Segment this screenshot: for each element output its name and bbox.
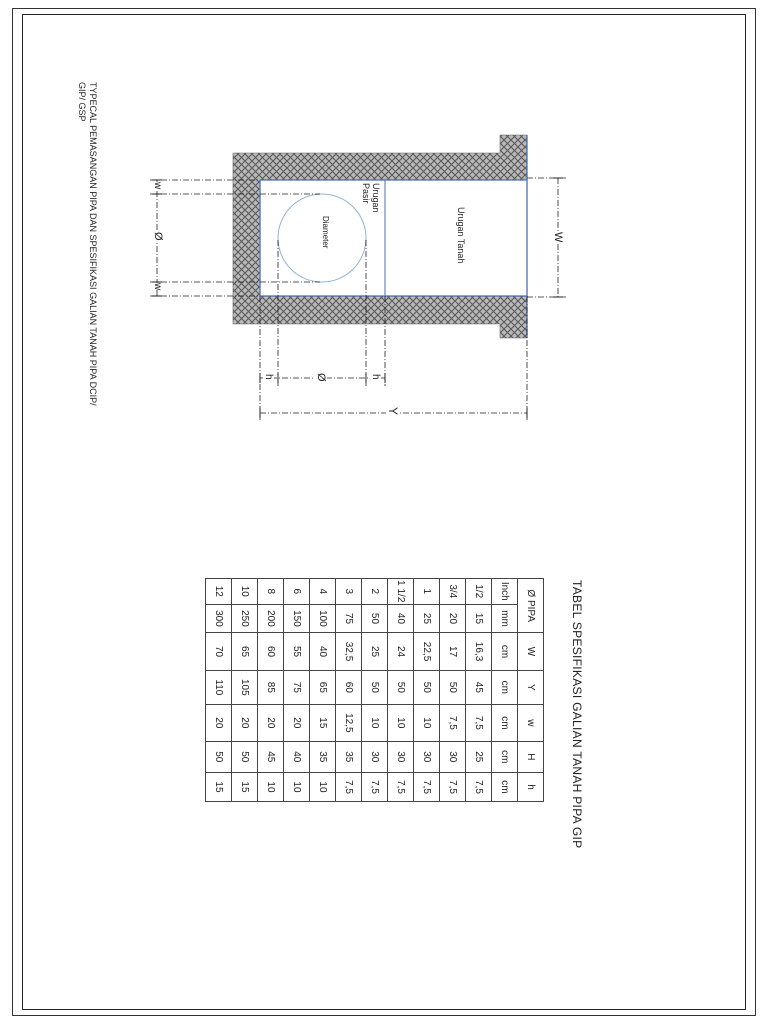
header-pipe: Ø PIPA [518, 579, 544, 633]
cell-w: 12,5 [336, 705, 362, 742]
header-Y: Y [518, 670, 544, 704]
cell-inch: 1/2 [466, 579, 492, 605]
cell-W: 24 [388, 633, 414, 670]
cell-Y: 75 [284, 670, 310, 704]
dim-w-bottom: w [152, 283, 163, 291]
dim-phi-bottom: Ø [315, 373, 327, 382]
cell-H: 25 [466, 741, 492, 772]
label-urugan-pasir [361, 183, 381, 213]
cell-Y: 85 [258, 670, 284, 704]
table-row [310, 579, 336, 802]
cell-mm: 20 [440, 604, 466, 633]
table-row [388, 579, 414, 802]
cell-H: 30 [414, 741, 440, 772]
label-urugan-pasir-line1: Urugan [371, 183, 381, 213]
cell-w: 20 [258, 705, 284, 742]
cell-h: 7,5 [466, 772, 492, 801]
cell-mm: 15 [466, 604, 492, 633]
cell-inch: 1 [414, 579, 440, 605]
table-row [440, 579, 466, 802]
cell-inch: 3 [336, 579, 362, 605]
unit-mm: mm [492, 604, 518, 633]
cell-inch: 3/4 [440, 579, 466, 605]
header-H: H [518, 741, 544, 772]
table-row [466, 579, 492, 802]
unit-Y: cm [492, 670, 518, 704]
cell-Y: 65 [310, 670, 336, 704]
cell-w: 20 [284, 705, 310, 742]
label-urugan-tanah: Urugan Tanah [456, 207, 466, 264]
header-h: h [518, 772, 544, 801]
dim-w-top: w [152, 182, 163, 190]
unit-H: cm [492, 741, 518, 772]
table-row [258, 579, 284, 802]
cell-w: 20 [206, 705, 232, 742]
cell-mm: 250 [232, 604, 258, 633]
dim-phi-left: Ø [152, 232, 164, 241]
cell-h: 7,5 [336, 772, 362, 801]
cell-mm: 50 [362, 604, 388, 633]
cell-h: 7,5 [440, 772, 466, 801]
spec-table-wrapper [205, 578, 544, 802]
spec-table [205, 578, 544, 802]
unit-W: cm [492, 633, 518, 670]
cell-h: 7,5 [414, 772, 440, 801]
cell-Y: 50 [414, 670, 440, 704]
cell-h: 15 [232, 772, 258, 801]
cell-w: 20 [232, 705, 258, 742]
dim-h-left: h [263, 374, 274, 380]
label-urugan-pasir-line2: Pasir [361, 183, 371, 204]
drawing-title-line1: TYPECAL PEMASANGAN PIPA DAN SPESIFIKASI GALIAN TANAH PIPA DCIP/ [88, 82, 98, 406]
header-w: w [518, 705, 544, 742]
cell-W: 65 [232, 633, 258, 670]
cell-w: 7,5 [466, 705, 492, 742]
cell-h: 10 [258, 772, 284, 801]
table-row [336, 579, 362, 802]
cell-inch: 2 [362, 579, 388, 605]
dim-W: W [552, 232, 564, 243]
cell-Y: 60 [336, 670, 362, 704]
cell-inch: 10 [232, 579, 258, 605]
cell-W: 22,5 [414, 633, 440, 670]
label-diameter: Diameter [321, 216, 330, 249]
cell-H: 30 [362, 741, 388, 772]
cell-inch: 1 1/2 [388, 579, 414, 605]
cell-H: 40 [284, 741, 310, 772]
dim-Y: Y [386, 407, 400, 416]
table-units-row [492, 579, 518, 802]
cell-w: 15 [310, 705, 336, 742]
cell-w: 10 [362, 705, 388, 742]
cell-W: 60 [258, 633, 284, 670]
unit-inch: Inch [492, 579, 518, 605]
cell-mm: 75 [336, 604, 362, 633]
cell-h: 15 [206, 772, 232, 801]
cell-mm: 25 [414, 604, 440, 633]
cell-inch: 12 [206, 579, 232, 605]
soil-hatch [233, 135, 527, 338]
unit-h: cm [492, 772, 518, 801]
header-W: W [518, 633, 544, 670]
cell-Y: 50 [362, 670, 388, 704]
cell-inch: 6 [284, 579, 310, 605]
cell-H: 45 [258, 741, 284, 772]
cell-mm: 100 [310, 604, 336, 633]
table-row [362, 579, 388, 802]
table-row [232, 579, 258, 802]
cell-W: 70 [206, 633, 232, 670]
cell-inch: 8 [258, 579, 284, 605]
table-header-row [518, 579, 544, 802]
cell-W: 25 [362, 633, 388, 670]
cell-h: 10 [284, 772, 310, 801]
cell-H: 50 [206, 741, 232, 772]
cell-Y: 105 [232, 670, 258, 704]
cell-H: 30 [440, 741, 466, 772]
cell-mm: 150 [284, 604, 310, 633]
table-row [284, 579, 310, 802]
cell-H: 35 [336, 741, 362, 772]
cell-w: 7,5 [440, 705, 466, 742]
cell-H: 50 [232, 741, 258, 772]
cell-H: 30 [388, 741, 414, 772]
cell-Y: 50 [388, 670, 414, 704]
cell-mm: 40 [388, 604, 414, 633]
cell-Y: 50 [440, 670, 466, 704]
cell-H: 35 [310, 741, 336, 772]
cell-Y: 110 [206, 670, 232, 704]
cell-W: 17 [440, 633, 466, 670]
cell-W: 32,5 [336, 633, 362, 670]
cell-w: 10 [388, 705, 414, 742]
table-title: TABEL SPESIFIKASI GALIAN TANAH PIPA GIP [570, 580, 584, 849]
cell-W: 55 [284, 633, 310, 670]
table-row [414, 579, 440, 802]
cell-mm: 200 [258, 604, 284, 633]
cell-h: 7,5 [388, 772, 414, 801]
cell-w: 10 [414, 705, 440, 742]
cell-W: 40 [310, 633, 336, 670]
unit-w: cm [492, 705, 518, 742]
cell-mm: 300 [206, 604, 232, 633]
table-row [206, 579, 232, 802]
cell-h: 7,5 [362, 772, 388, 801]
cell-W: 16,3 [466, 633, 492, 670]
drawing-title-line2: GIP/ GSP [77, 82, 87, 122]
cell-h: 10 [310, 772, 336, 801]
dim-h-right: h [370, 374, 381, 380]
cell-Y: 45 [466, 670, 492, 704]
cell-inch: 4 [310, 579, 336, 605]
